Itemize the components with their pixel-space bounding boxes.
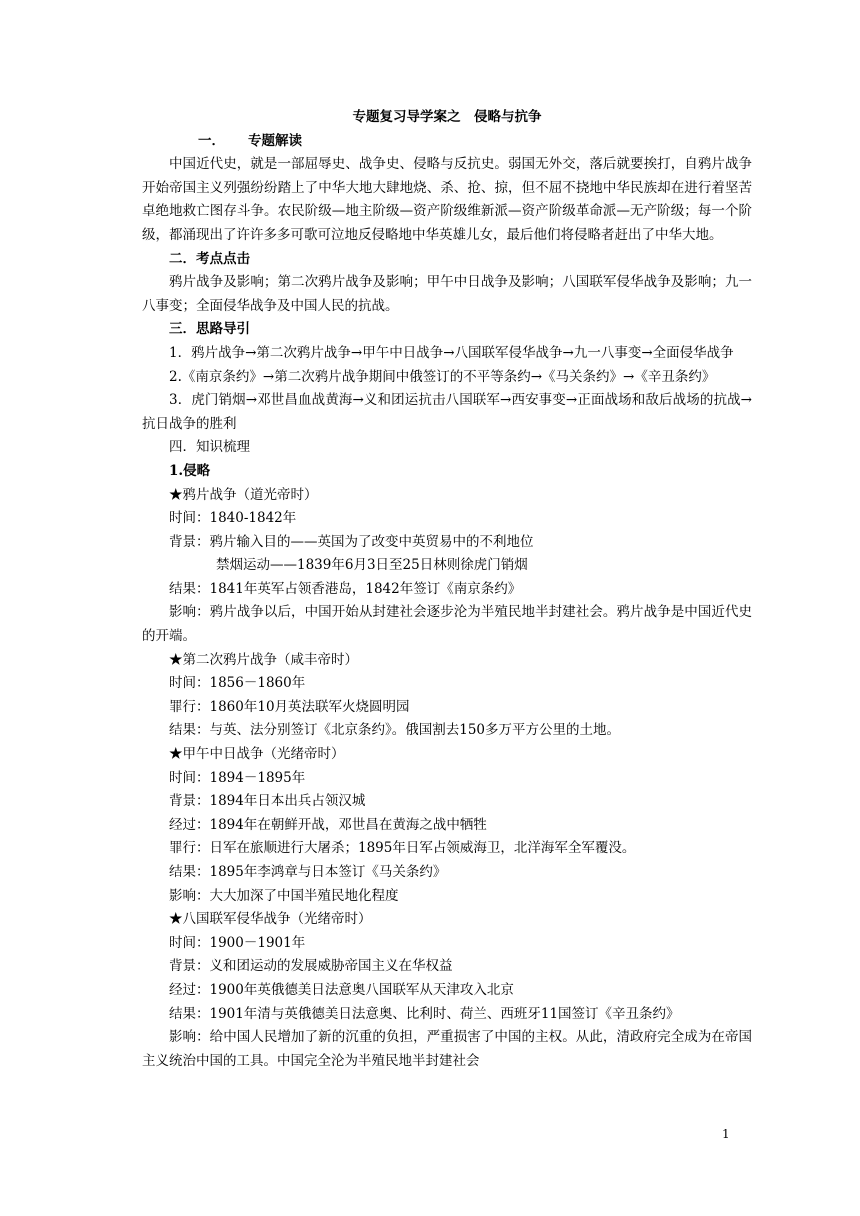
sino-japanese-war-time: 时间：1894－1895年 xyxy=(169,769,306,786)
opium-war-background-2: 禁烟运动——1839年6月3日至25日林则徐虎门销烟 xyxy=(216,557,528,574)
section-1-heading xyxy=(142,130,752,154)
eight-nation-impact: 影响：给中国人民增加了新的沉重的负担，严重损害了中国的主权。从此，清政府完全成为在帝国主义统治中国的工具。中国完全沦为半殖民地半封建社会 xyxy=(142,1029,752,1069)
section-3-item-2: 2.《南京条约》→第二次鸦片战争期间中俄签订的不平等条约→《马关条约》→《辛丑条约》 xyxy=(169,368,716,385)
eight-nation-background: 背景：义和团运动的发展威胁帝国主义在华权益 xyxy=(169,958,453,975)
section-1-number: 一． xyxy=(198,132,225,149)
sino-japanese-war-result: 结果：1895年李鸿章与日本签订《马关条约》 xyxy=(169,864,447,880)
second-opium-war-crime: 罪行：1860年10月英法联军火烧圆明园 xyxy=(169,698,410,715)
eight-nation-time: 时间：1900－1901年 xyxy=(169,934,306,951)
section-3-item-1: 1．鸦片战争→第二次鸦片战争→甲午中日战争→八国联军侵华战争→九一八事变→全面侵华战争 xyxy=(169,344,734,361)
sino-japanese-war-title: ★甲午中日战争（光绪帝时） xyxy=(169,746,345,763)
document-body xyxy=(142,106,752,1073)
eight-nation-result: 结果：1901年清与英俄德美日法意奥、比利时、荷兰、西班牙11国签订《辛丑条约》 xyxy=(169,1005,680,1022)
section-1-paragraph: 中国近代史，就是一部屈辱史、战争史、侵略与反抗史。弱国无外交，落后就要挨打，自鸦片战争开始帝国主义列强纷纷踏上了中华大地大肆地烧、杀、抢、掠，但不屈不挠地中华民族却在进行着坚苦卓绝地救亡图存斗争。农民阶级—地主阶级—资产阶级维新派—资产阶级革命派—无产阶级；每一个阶级，都涌现出了许许多多可歌可泣地反侵略地中华英雄儿女，最后他们将侵略者赶出了中华大地。 xyxy=(142,156,752,243)
section-4-subheading: 1.侵略 xyxy=(169,462,211,479)
opium-war-title: ★鸦片战争（道光帝时） xyxy=(169,486,318,503)
sino-japanese-war-background: 背景：1894年日本出兵占领汉城 xyxy=(169,793,366,810)
opium-war-time: 时间：1840-1842年 xyxy=(169,510,297,527)
section-2-heading: 二．考点点击 xyxy=(169,250,250,267)
second-opium-war-result: 结果：与英、法分别签订《北京条约》。俄国割去150多万平方公里的土地。 xyxy=(169,722,621,739)
section-2-paragraph: 鸦片战争及影响；第二次鸦片战争及影响；甲午中日战争及影响；八国联军侵华战争及影响；九一八事变；全面侵华战争及中国人民的抗战。 xyxy=(142,274,752,314)
page-number: 1 xyxy=(722,1127,730,1141)
section-1-title: 专题解读 xyxy=(248,132,302,149)
section-3-heading: 三．思路导引 xyxy=(169,321,250,338)
opium-war-impact: 影响：鸦片战争以后，中国开始从封建社会逐步沦为半殖民地半封建社会。鸦片战争是中国近代史的开端。 xyxy=(142,604,752,645)
section-3-item-3: 3．虎门销烟→邓世昌血战黄海→义和团运抗击八国联军→西安事变→正面战场和敌后战场的抗战→抗日战争的胜利 xyxy=(142,392,752,432)
section-4-heading: 四．知识梳理 xyxy=(169,439,250,456)
eight-nation-title: ★八国联军侵华战争（光绪帝时） xyxy=(169,911,372,928)
sino-japanese-war-course: 经过：1894年在朝鲜开战，邓世昌在黄海之战中牺牲 xyxy=(169,816,487,833)
document-title: 专题复习导学案之 侵略与抗争 xyxy=(352,109,542,125)
second-opium-war-title: ★第二次鸦片战争（咸丰帝时） xyxy=(169,651,358,668)
opium-war-background: 背景：鸦片输入目的——英国为了改变中英贸易中的不利地位 xyxy=(169,533,534,550)
second-opium-war-time: 时间：1856－1860年 xyxy=(169,675,306,692)
sino-japanese-war-impact: 影响：大大加深了中国半殖民地化程度 xyxy=(169,887,399,904)
sino-japanese-war-crime: 罪行：日军在旅顺进行大屠杀；1895年日军占领威海卫，北洋海军全军覆没。 xyxy=(169,840,636,857)
opium-war-result: 结果：1841年英军占领香港岛，1842年签订《南京条约》 xyxy=(169,580,522,597)
eight-nation-course: 经过：1900年英俄德美日法意奥八国联军从天津攻入北京 xyxy=(169,981,514,998)
